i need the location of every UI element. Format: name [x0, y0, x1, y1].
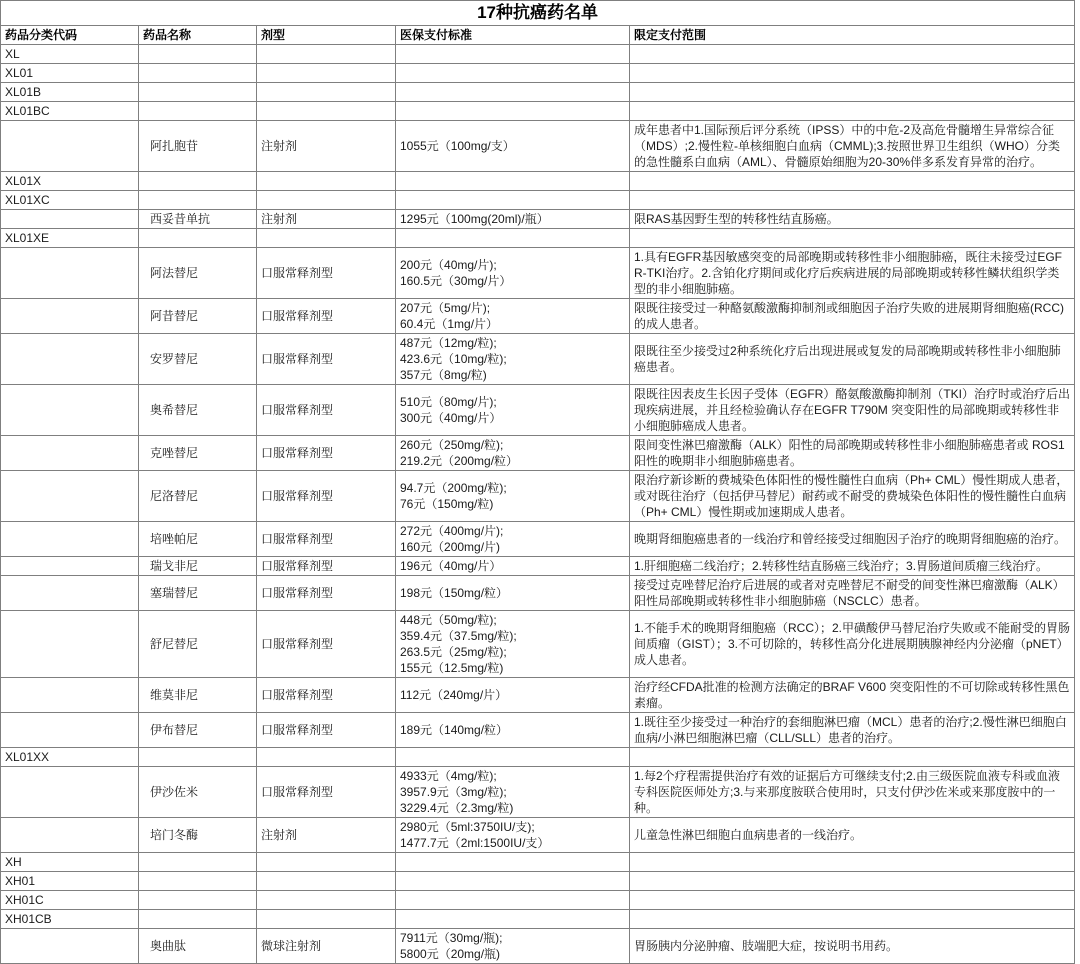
cell-payment-standard [396, 102, 630, 121]
cell-drug-name [139, 748, 257, 767]
cell-payment-scope [630, 853, 1075, 872]
cell-payment-standard: 94.7元（200mg/粒); 76元（150mg/粒) [396, 471, 630, 522]
cell-drug-name: 阿法替尼 [139, 248, 257, 299]
cell-payment-scope: 限间变性淋巴瘤激酶（ALK）阳性的局部晚期或转移性非小细胞肺癌患者或 ROS1阳性的晚期非小细胞肺癌患者。 [630, 436, 1075, 471]
table-row [1, 522, 1075, 557]
cell-dosage-form [257, 229, 396, 248]
cell-dosage-form [257, 83, 396, 102]
table-row [1, 334, 1075, 385]
cell-drug-name: 舒尼替尼 [139, 611, 257, 678]
table-row [1, 229, 1075, 248]
cell-payment-scope: 胃肠胰内分泌肿瘤、肢端肥大症，按说明书用药。 [630, 929, 1075, 964]
table-row [1, 471, 1075, 522]
column-header-code: 药品分类代码 [1, 26, 139, 45]
cell-payment-standard [396, 45, 630, 64]
cell-classification-code: XL [1, 45, 139, 64]
cell-payment-standard: 112元（240mg/片） [396, 678, 630, 713]
cell-dosage-form: 口服常释剂型 [257, 557, 396, 576]
cell-dosage-form [257, 172, 396, 191]
cell-drug-name [139, 853, 257, 872]
page-title: 17种抗癌药名单 [1, 1, 1075, 26]
column-header-row [1, 26, 1075, 45]
cell-payment-standard: 196元（40mg/片） [396, 557, 630, 576]
cell-classification-code: XL01X [1, 172, 139, 191]
cell-payment-standard: 448元（50mg/粒); 359.4元（37.5mg/粒); 263.5元（25mg/粒); 155元（12.5mg/粒) [396, 611, 630, 678]
cell-dosage-form: 口服常释剂型 [257, 611, 396, 678]
table-row [1, 191, 1075, 210]
cell-classification-code: XL01BC [1, 102, 139, 121]
cell-drug-name [139, 191, 257, 210]
cell-classification-code: XL01B [1, 83, 139, 102]
cell-payment-standard: 4933元（4mg/粒); 3957.9元（3mg/粒); 3229.4元（2.3mg/粒) [396, 767, 630, 818]
cell-drug-name: 维莫非尼 [139, 678, 257, 713]
cell-dosage-form: 口服常释剂型 [257, 713, 396, 748]
cell-drug-name: 培门冬酶 [139, 818, 257, 853]
cell-dosage-form: 口服常释剂型 [257, 385, 396, 436]
cell-payment-standard: 189元（140mg/粒） [396, 713, 630, 748]
cell-payment-scope: 儿童急性淋巴细胞白血病患者的一线治疗。 [630, 818, 1075, 853]
cell-drug-name [139, 64, 257, 83]
cell-payment-standard: 1295元（100mg(20ml)/瓶） [396, 210, 630, 229]
cell-payment-scope: 1.既往至少接受过一种治疗的套细胞淋巴瘤（MCL）患者的治疗;2.慢性淋巴细胞白血病/小淋巴细胞淋巴瘤（CLL/SLL）患者的治疗。 [630, 713, 1075, 748]
cell-drug-name: 伊布替尼 [139, 713, 257, 748]
cell-classification-code [1, 334, 139, 385]
cell-drug-name [139, 891, 257, 910]
cell-payment-scope [630, 229, 1075, 248]
cell-classification-code [1, 678, 139, 713]
cell-drug-name [139, 45, 257, 64]
cell-dosage-form: 口服常释剂型 [257, 576, 396, 611]
cell-payment-standard: 510元（80mg/片); 300元（40mg/片） [396, 385, 630, 436]
table-row [1, 929, 1075, 964]
cell-dosage-form [257, 891, 396, 910]
cell-classification-code: XH01CB [1, 910, 139, 929]
table-row [1, 172, 1075, 191]
cell-classification-code [1, 248, 139, 299]
drug-table-head [1, 1, 1075, 45]
cell-classification-code: XL01 [1, 64, 139, 83]
cell-classification-code [1, 385, 139, 436]
cell-classification-code [1, 929, 139, 964]
table-row [1, 818, 1075, 853]
cell-dosage-form: 注射剂 [257, 121, 396, 172]
cell-dosage-form: 口服常释剂型 [257, 471, 396, 522]
cell-drug-name: 培唑帕尼 [139, 522, 257, 557]
cell-payment-scope [630, 891, 1075, 910]
cell-classification-code: XH01C [1, 891, 139, 910]
cell-dosage-form [257, 910, 396, 929]
cell-dosage-form [257, 191, 396, 210]
cell-drug-name: 西妥昔单抗 [139, 210, 257, 229]
cell-drug-name: 伊沙佐米 [139, 767, 257, 818]
cell-payment-standard: 272元（400mg/片); 160元（200mg/片) [396, 522, 630, 557]
cell-payment-standard: 1055元（100mg/支） [396, 121, 630, 172]
table-row [1, 385, 1075, 436]
cell-payment-standard: 200元（40mg/片); 160.5元（30mg/片） [396, 248, 630, 299]
cell-payment-scope [630, 64, 1075, 83]
cell-classification-code [1, 713, 139, 748]
cell-payment-scope: 1.每2个疗程需提供治疗有效的证据后方可继续支付;2.由三级医院血液专科或血液专科医院医师处方;3.与来那度胺联合使用时，只支付伊沙佐米或来那度胺中的一种。 [630, 767, 1075, 818]
cell-payment-standard [396, 83, 630, 102]
table-row [1, 767, 1075, 818]
cell-payment-scope [630, 172, 1075, 191]
cell-dosage-form: 口服常释剂型 [257, 522, 396, 557]
cell-dosage-form: 口服常释剂型 [257, 248, 396, 299]
column-header-name: 药品名称 [139, 26, 257, 45]
cell-dosage-form: 口服常释剂型 [257, 767, 396, 818]
cell-payment-scope: 1.肝细胞癌二线治疗；2.转移性结直肠癌三线治疗；3.胃肠道间质瘤三线治疗。 [630, 557, 1075, 576]
cell-payment-standard [396, 229, 630, 248]
cell-classification-code [1, 611, 139, 678]
cell-payment-scope [630, 748, 1075, 767]
cell-drug-name [139, 229, 257, 248]
cell-classification-code [1, 121, 139, 172]
table-row [1, 210, 1075, 229]
cell-payment-scope [630, 910, 1075, 929]
cell-classification-code: XL01XE [1, 229, 139, 248]
cell-dosage-form: 微球注射剂 [257, 929, 396, 964]
cell-payment-scope [630, 102, 1075, 121]
cell-dosage-form: 注射剂 [257, 818, 396, 853]
cell-payment-standard: 260元（250mg/粒); 219.2元（200mg/粒） [396, 436, 630, 471]
cell-dosage-form: 口服常释剂型 [257, 678, 396, 713]
cell-payment-scope: 限治疗新诊断的费城染色体阳性的慢性髓性白血病（Ph+ CML）慢性期成人患者，或对既往治疗（包括伊马替尼）耐药或不耐受的费城染色体阳性的慢性髓性白血病（Ph+ CML）慢性期或加速期成人患者。 [630, 471, 1075, 522]
table-row [1, 557, 1075, 576]
cell-classification-code [1, 818, 139, 853]
cell-drug-name: 瑞戈非尼 [139, 557, 257, 576]
table-row [1, 121, 1075, 172]
table-row [1, 910, 1075, 929]
cell-dosage-form [257, 45, 396, 64]
cell-dosage-form: 注射剂 [257, 210, 396, 229]
cell-dosage-form [257, 64, 396, 83]
cell-payment-scope: 治疗经CFDA批准的检测方法确定的BRAF V600 突变阳性的不可切除或转移性黑色素瘤。 [630, 678, 1075, 713]
cell-classification-code: XL01XX [1, 748, 139, 767]
table-row [1, 248, 1075, 299]
table-row [1, 436, 1075, 471]
table-row [1, 299, 1075, 334]
cell-dosage-form [257, 853, 396, 872]
cell-dosage-form: 口服常释剂型 [257, 436, 396, 471]
cell-payment-scope: 限既往至少接受过2种系统化疗后出现进展或复发的局部晚期或转移性非小细胞肺癌患者。 [630, 334, 1075, 385]
table-row [1, 45, 1075, 64]
table-row [1, 576, 1075, 611]
cell-drug-name [139, 83, 257, 102]
cell-payment-standard [396, 191, 630, 210]
column-header-form: 剂型 [257, 26, 396, 45]
cell-payment-standard: 198元（150mg/粒） [396, 576, 630, 611]
cell-payment-scope: 成年患者中1.国际预后评分系统（IPSS）中的中危-2及高危骨髓增生异常综合征（MDS）;2.慢性粒-单核细胞白血病（CMML);3.按照世界卫生组织（WHO）分类的急性髓系白血病（AML）、骨髓原始细胞为20-30%伴多系发育异常的治疗。 [630, 121, 1075, 172]
cell-drug-name: 阿昔替尼 [139, 299, 257, 334]
cell-drug-name: 奥曲肽 [139, 929, 257, 964]
cell-drug-name: 奥希替尼 [139, 385, 257, 436]
cell-payment-scope: 接受过克唑替尼治疗后进展的或者对克唑替尼不耐受的间变性淋巴瘤激酶（ALK）阳性局部晚期或转移性非小细胞肺癌（NSCLC）患者。 [630, 576, 1075, 611]
cell-classification-code [1, 522, 139, 557]
cell-payment-scope: 1.不能手术的晚期肾细胞癌（RCC）；2.甲磺酸伊马替尼治疗失败或不能耐受的胃肠间质瘤（GIST）；3.不可切除的，转移性高分化进展期胰腺神经内分泌瘤（pNET）成人患者。 [630, 611, 1075, 678]
cell-dosage-form [257, 872, 396, 891]
column-header-scope: 限定支付范围 [630, 26, 1075, 45]
cell-payment-scope [630, 191, 1075, 210]
drug-table-body [1, 45, 1075, 964]
table-row [1, 83, 1075, 102]
cell-payment-standard [396, 748, 630, 767]
cell-classification-code [1, 436, 139, 471]
cell-classification-code [1, 767, 139, 818]
cell-dosage-form: 口服常释剂型 [257, 334, 396, 385]
cell-payment-scope [630, 872, 1075, 891]
cell-drug-name [139, 872, 257, 891]
table-row [1, 891, 1075, 910]
cell-classification-code [1, 471, 139, 522]
cell-payment-standard [396, 872, 630, 891]
table-row [1, 611, 1075, 678]
cell-payment-standard: 7911元（30mg/瓶); 5800元（20mg/瓶) [396, 929, 630, 964]
cell-classification-code [1, 299, 139, 334]
cell-payment-standard [396, 891, 630, 910]
title-row [1, 1, 1075, 26]
cell-classification-code [1, 576, 139, 611]
cell-payment-scope [630, 45, 1075, 64]
cell-payment-standard [396, 172, 630, 191]
cell-dosage-form [257, 748, 396, 767]
cell-drug-name [139, 102, 257, 121]
cell-classification-code: XH01 [1, 872, 139, 891]
column-header-price: 医保支付标准 [396, 26, 630, 45]
table-row [1, 872, 1075, 891]
table-row [1, 102, 1075, 121]
cell-drug-name [139, 172, 257, 191]
table-row [1, 713, 1075, 748]
cell-drug-name: 尼洛替尼 [139, 471, 257, 522]
cell-classification-code [1, 557, 139, 576]
cell-drug-name: 安罗替尼 [139, 334, 257, 385]
cell-dosage-form: 口服常释剂型 [257, 299, 396, 334]
table-row [1, 748, 1075, 767]
cell-drug-name [139, 910, 257, 929]
cell-payment-scope: 晚期肾细胞癌患者的一线治疗和曾经接受过细胞因子治疗的晚期肾细胞癌的治疗。 [630, 522, 1075, 557]
cell-payment-standard: 2980元（5ml:3750IU/支); 1477.7元（2ml:1500IU/支） [396, 818, 630, 853]
cell-drug-name: 阿扎胞苷 [139, 121, 257, 172]
table-row [1, 64, 1075, 83]
cell-classification-code: XH [1, 853, 139, 872]
cell-payment-scope: 1.具有EGFR基因敏感突变的局部晚期或转移性非小细胞肺癌，既往未接受过EGFR-TKI治疗。2.含铂化疗期间或化疗后疾病进展的局部晚期或转移性鳞状组织学类型的非小细胞肺癌。 [630, 248, 1075, 299]
table-row [1, 678, 1075, 713]
cell-payment-standard [396, 64, 630, 83]
cell-payment-scope: 限既往接受过一种酪氨酸激酶抑制剂或细胞因子治疗失败的进展期肾细胞癌(RCC)的成人患者。 [630, 299, 1075, 334]
cell-drug-name: 塞瑞替尼 [139, 576, 257, 611]
cell-dosage-form [257, 102, 396, 121]
cell-payment-standard: 207元（5mg/片); 60.4元（1mg/片） [396, 299, 630, 334]
cell-classification-code [1, 210, 139, 229]
cell-payment-standard [396, 853, 630, 872]
cell-drug-name: 克唑替尼 [139, 436, 257, 471]
cell-payment-scope: 限RAS基因野生型的转移性结直肠癌。 [630, 210, 1075, 229]
cell-payment-scope: 限既往因表皮生长因子受体（EGFR）酪氨酸激酶抑制剂（TKI）治疗时或治疗后出现疾病进展，并且经检验确认存在EGFR T790M 突变阳性的局部晚期或转移性非小细胞肺癌成人患者。 [630, 385, 1075, 436]
cell-classification-code: XL01XC [1, 191, 139, 210]
cell-payment-standard [396, 910, 630, 929]
cell-payment-standard: 487元（12mg/粒); 423.6元（10mg/粒); 357元（8mg/粒) [396, 334, 630, 385]
table-row [1, 853, 1075, 872]
cell-payment-scope [630, 83, 1075, 102]
